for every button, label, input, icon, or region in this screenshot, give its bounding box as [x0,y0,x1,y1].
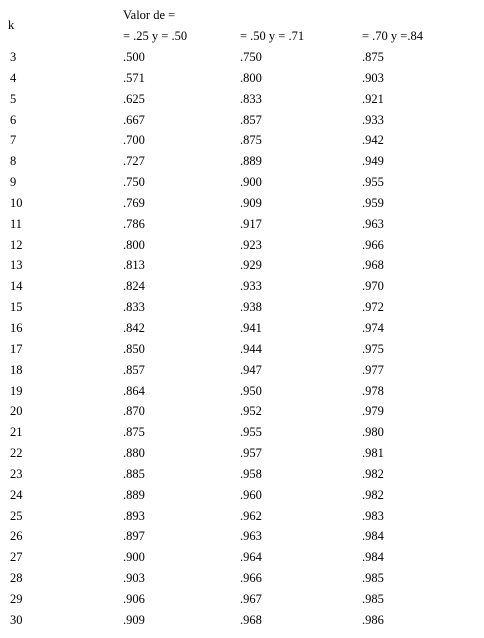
value-cell-range-2: .923 [240,237,262,252]
value-cell-range-3: .903 [362,70,384,85]
table-row [0,196,484,217]
k-cell: 12 [10,237,23,252]
value-cell-range-2: .933 [240,279,262,294]
table-row [0,258,484,279]
k-cell: 28 [10,571,23,586]
value-cell-range-2: .944 [240,341,262,356]
table-row [0,133,484,154]
table-row [0,92,484,113]
value-cell-range-3: .968 [362,258,384,273]
value-cell-range-2: .889 [240,154,262,169]
value-cell-range-1: .909 [123,612,145,627]
table-row [0,571,484,592]
value-cell-range-2: .952 [240,404,262,419]
value-cell-range-3: .981 [362,446,384,461]
k-cell: 18 [10,362,23,377]
table-row [0,279,484,300]
value-cell-range-3: .933 [362,112,384,127]
table-row [0,217,484,238]
table-row [0,175,484,196]
k-cell: 23 [10,466,23,481]
value-cell-range-2: .957 [240,446,262,461]
value-cell-range-2: .968 [240,612,262,627]
value-cell-range-2: .938 [240,300,262,315]
k-cell: 22 [10,446,23,461]
k-cell: 6 [10,112,17,127]
k-cell: 15 [10,300,23,315]
value-cell-range-3: .982 [362,466,384,481]
k-cell: 20 [10,404,23,419]
table-row [0,613,484,634]
table-row [0,321,484,342]
value-cell-range-2: .962 [240,508,262,523]
k-cell: 17 [10,341,23,356]
value-cell-range-2: .967 [240,591,262,606]
value-cell-range-1: .571 [123,70,145,85]
value-cell-range-3: .983 [362,508,384,523]
value-cell-range-3: .921 [362,91,384,106]
value-cell-range-2: .941 [240,320,262,335]
range-header-1: = .25 y = .50 [123,29,188,43]
value-cell-range-1: .897 [123,529,145,544]
value-cell-range-2: .964 [240,550,262,565]
value-cell-range-3: .970 [362,279,384,294]
value-cell-range-1: .893 [123,508,145,523]
value-cell-range-2: .917 [240,216,262,231]
value-cell-range-3: .875 [362,50,384,64]
k-cell: 11 [10,216,23,231]
table-row [0,509,484,530]
value-cell-range-1: .900 [123,550,145,565]
value-cell-range-3: .959 [362,195,384,210]
table-row [0,71,484,92]
value-cell-range-2: .966 [240,571,262,586]
range-header-3: = .70 y =.84 [362,29,423,43]
value-cell-range-1: .786 [123,216,145,231]
value-cell-range-2: .929 [240,258,262,273]
value-cell-range-3: .975 [362,341,384,356]
value-cell-range-1: .870 [123,404,145,419]
value-cell-range-2: .947 [240,362,262,377]
k-cell: 13 [10,258,23,273]
value-cell-range-3: .979 [362,404,384,419]
value-cell-range-3: .966 [362,237,384,252]
value-cell-range-2: .875 [240,133,262,148]
k-cell: 8 [10,154,17,169]
value-cell-range-2: .750 [240,50,262,64]
value-cell-range-1: .813 [123,258,145,273]
value-cell-range-3: .977 [362,362,384,377]
k-cell: 3 [10,50,17,64]
value-cell-range-1: .850 [123,341,145,356]
value-cell-range-2: .833 [240,91,262,106]
value-cell-range-2: .963 [240,529,262,544]
value-cell-range-2: .950 [240,383,262,398]
k-cell: 4 [10,70,17,85]
value-cell-range-1: .903 [123,571,145,586]
value-cell-range-3: .984 [362,550,384,565]
value-cell-range-2: .958 [240,466,262,481]
table-row [0,592,484,613]
table-row [0,425,484,446]
value-cell-range-2: .955 [240,425,262,440]
range-header-2: = .50 y = .71 [240,29,305,43]
value-cell-range-1: .833 [123,300,145,315]
table-row [0,488,484,509]
table-row [0,238,484,259]
value-cell-range-3: .963 [362,216,384,231]
value-cell-range-1: .906 [123,591,145,606]
table-row [0,154,484,175]
k-cell: 5 [10,91,17,106]
value-cell-range-2: .960 [240,487,262,502]
value-cell-range-3: .978 [362,383,384,398]
value-cell-range-3: .986 [362,612,384,627]
k-cell: 14 [10,279,23,294]
k-cell: 19 [10,383,23,398]
value-cell-range-1: .864 [123,383,145,398]
table-row [0,467,484,488]
table-row [0,342,484,363]
table-row [0,384,484,405]
value-cell-range-1: .875 [123,425,145,440]
value-cell-range-3: .974 [362,320,384,335]
value-cell-range-1: .889 [123,487,145,502]
k-cell: 9 [10,175,17,190]
value-cell-range-3: .972 [362,300,384,315]
value-cell-range-3: .942 [362,133,384,148]
value-cell-range-1: .625 [123,91,145,106]
value-cell-range-1: .824 [123,279,145,294]
table-row [0,550,484,571]
value-cell-range-3: .955 [362,175,384,190]
value-cell-range-2: .900 [240,175,262,190]
value-cell-range-1: .880 [123,446,145,461]
table-row [0,50,484,71]
value-cell-range-2: .857 [240,112,262,127]
value-cell-range-1: .667 [123,112,145,127]
k-column-header: k [8,18,15,32]
value-cell-range-3: .984 [362,529,384,544]
k-cell: 10 [10,195,23,210]
value-cell-range-1: .857 [123,362,145,377]
valor-header: Valor de = [123,8,176,22]
value-cell-range-2: .909 [240,195,262,210]
value-cell-range-1: .500 [123,50,145,64]
value-cell-range-1: .727 [123,154,145,169]
value-cell-range-1: .885 [123,466,145,481]
value-cell-range-3: .985 [362,571,384,586]
k-cell: 24 [10,487,23,502]
table-row [0,446,484,467]
k-cell: 7 [10,133,17,148]
values-table [0,50,484,634]
value-cell-range-3: .980 [362,425,384,440]
value-cell-range-1: .750 [123,175,145,190]
value-cell-range-3: .982 [362,487,384,502]
table-row [0,404,484,425]
k-cell: 27 [10,550,23,565]
value-cell-range-1: .800 [123,237,145,252]
k-cell: 21 [10,425,23,440]
value-cell-range-2: .800 [240,70,262,85]
table-row [0,529,484,550]
value-cell-range-1: .700 [123,133,145,148]
value-cell-range-3: .949 [362,154,384,169]
k-cell: 25 [10,508,23,523]
k-cell: 16 [10,320,23,335]
table-row [0,363,484,384]
value-cell-range-1: .842 [123,320,145,335]
table-row [0,113,484,134]
value-cell-range-1: .769 [123,195,145,210]
k-cell: 29 [10,591,23,606]
k-cell: 26 [10,529,23,544]
table-row [0,300,484,321]
value-cell-range-3: .985 [362,591,384,606]
k-cell: 30 [10,612,23,627]
